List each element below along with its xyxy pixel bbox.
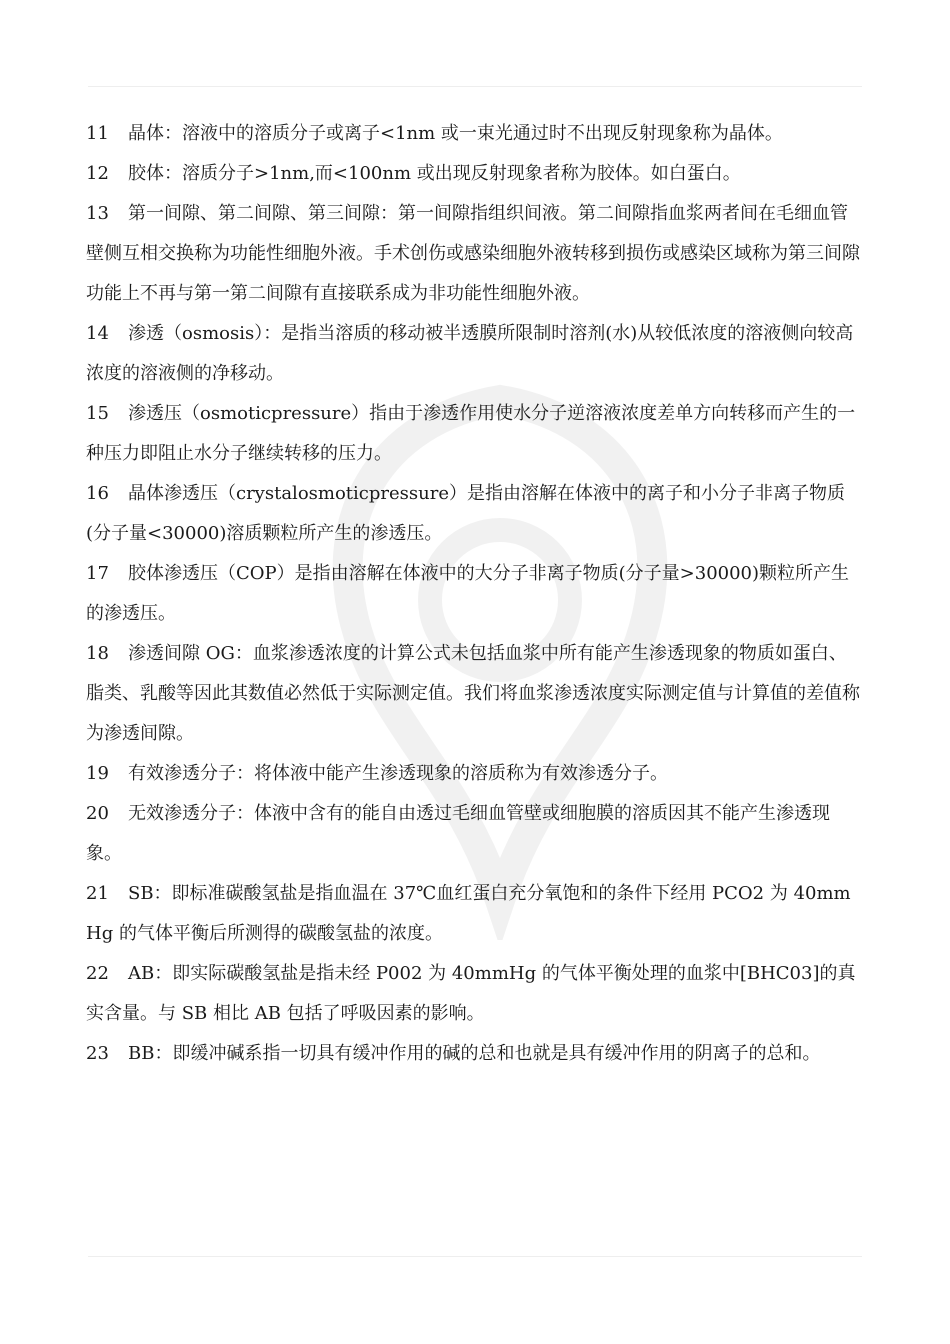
- entry-text: 渗透压（osmoticpressure）指由于渗透作用使水分子逆溶液浓度差单方向转移而产生的一种压力即阻止水分子继续转移的压力。: [86, 403, 856, 464]
- entry-number: 22: [86, 963, 109, 984]
- footer-rule: [88, 1256, 862, 1257]
- entry-number: 14: [86, 323, 109, 344]
- entry-number: 13: [86, 203, 109, 224]
- entry-15: [86, 394, 864, 474]
- entry-22: [86, 954, 864, 1034]
- entry-23: [86, 1034, 864, 1074]
- entry-21: [86, 874, 864, 954]
- entry-number: 18: [86, 643, 109, 664]
- entry-12: [86, 154, 864, 194]
- document-body: [86, 114, 864, 1074]
- header-rule: [88, 86, 862, 87]
- entry-text: 渗透间隙 OG：血浆渗透浓度的计算公式未包括血浆中所有能产生渗透现象的物质如蛋白、脂类、乳酸等因此其数值必然低于实际测定值。我们将血浆渗透浓度实际测定值与计算值的差值称为渗透间隙。: [86, 643, 860, 744]
- entry-19: [86, 754, 864, 794]
- entry-text: BB：即缓冲碱系指一切具有缓冲作用的碱的总和也就是具有缓冲作用的阴离子的总和。: [128, 1043, 821, 1064]
- entry-text: 有效渗透分子：将体液中能产生渗透现象的溶质称为有效渗透分子。: [128, 763, 668, 784]
- entry-number: 21: [86, 883, 109, 904]
- entry-number: 12: [86, 163, 109, 184]
- entry-text: 晶体渗透压（crystalosmoticpressure）是指由溶解在体液中的离子和小分子非离子物质(分子量<30000)溶质颗粒所产生的渗透压。: [86, 483, 845, 544]
- entry-18: [86, 634, 864, 754]
- entry-17: [86, 554, 864, 634]
- entry-number: 23: [86, 1043, 109, 1064]
- entry-16: [86, 474, 864, 554]
- entry-text: AB：即实际碳酸氢盐是指未经 P002 为 40mmHg 的气体平衡处理的血浆中[BHC03]的真实含量。与 SB 相比 AB 包括了呼吸因素的影响。: [86, 963, 856, 1024]
- entry-text: 渗透（osmosis）：是指当溶质的移动被半透膜所限制时溶剂(水)从较低浓度的溶液侧向较高浓度的溶液侧的净移动。: [86, 323, 854, 384]
- entry-number: 15: [86, 403, 109, 424]
- entry-text: 胶体渗透压（COP）是指由溶解在体液中的大分子非离子物质(分子量>30000)颗粒所产生的渗透压。: [86, 563, 850, 624]
- entry-14: [86, 314, 864, 394]
- entry-text: SB：即标准碳酸氢盐是指血温在 37℃血红蛋白充分氧饱和的条件下经用 PCO2 为 40mmHg 的气体平衡后所测得的碳酸氢盐的浓度。: [86, 883, 851, 944]
- entry-13: [86, 194, 864, 314]
- entry-number: 20: [86, 803, 109, 824]
- entry-text: 晶体：溶液中的溶质分子或离子<1nm 或一束光通过时不出现反射现象称为晶体。: [128, 123, 783, 144]
- entry-text: 胶体：溶质分子>1nm,而<100nm 或出现反射现象者称为胶体。如白蛋白。: [128, 163, 741, 184]
- entry-number: 11: [86, 123, 109, 144]
- entry-number: 17: [86, 563, 109, 584]
- entry-20: [86, 794, 864, 874]
- entry-11: [86, 114, 864, 154]
- entry-number: 16: [86, 483, 109, 504]
- entry-number: 19: [86, 763, 109, 784]
- entry-text: 无效渗透分子：体液中含有的能自由透过毛细血管壁或细胞膜的溶质因其不能产生渗透现象。: [86, 803, 830, 864]
- entry-text: 第一间隙、第二间隙、第三间隙：第一间隙指组织间液。第二间隙指血浆两者间在毛细血管壁侧互相交换称为功能性细胞外液。手术创伤或感染细胞外液转移到损伤或感染区域称为第三间隙功能上不再与第一第二间隙有直接联系成为非功能性细胞外液。: [86, 203, 860, 304]
